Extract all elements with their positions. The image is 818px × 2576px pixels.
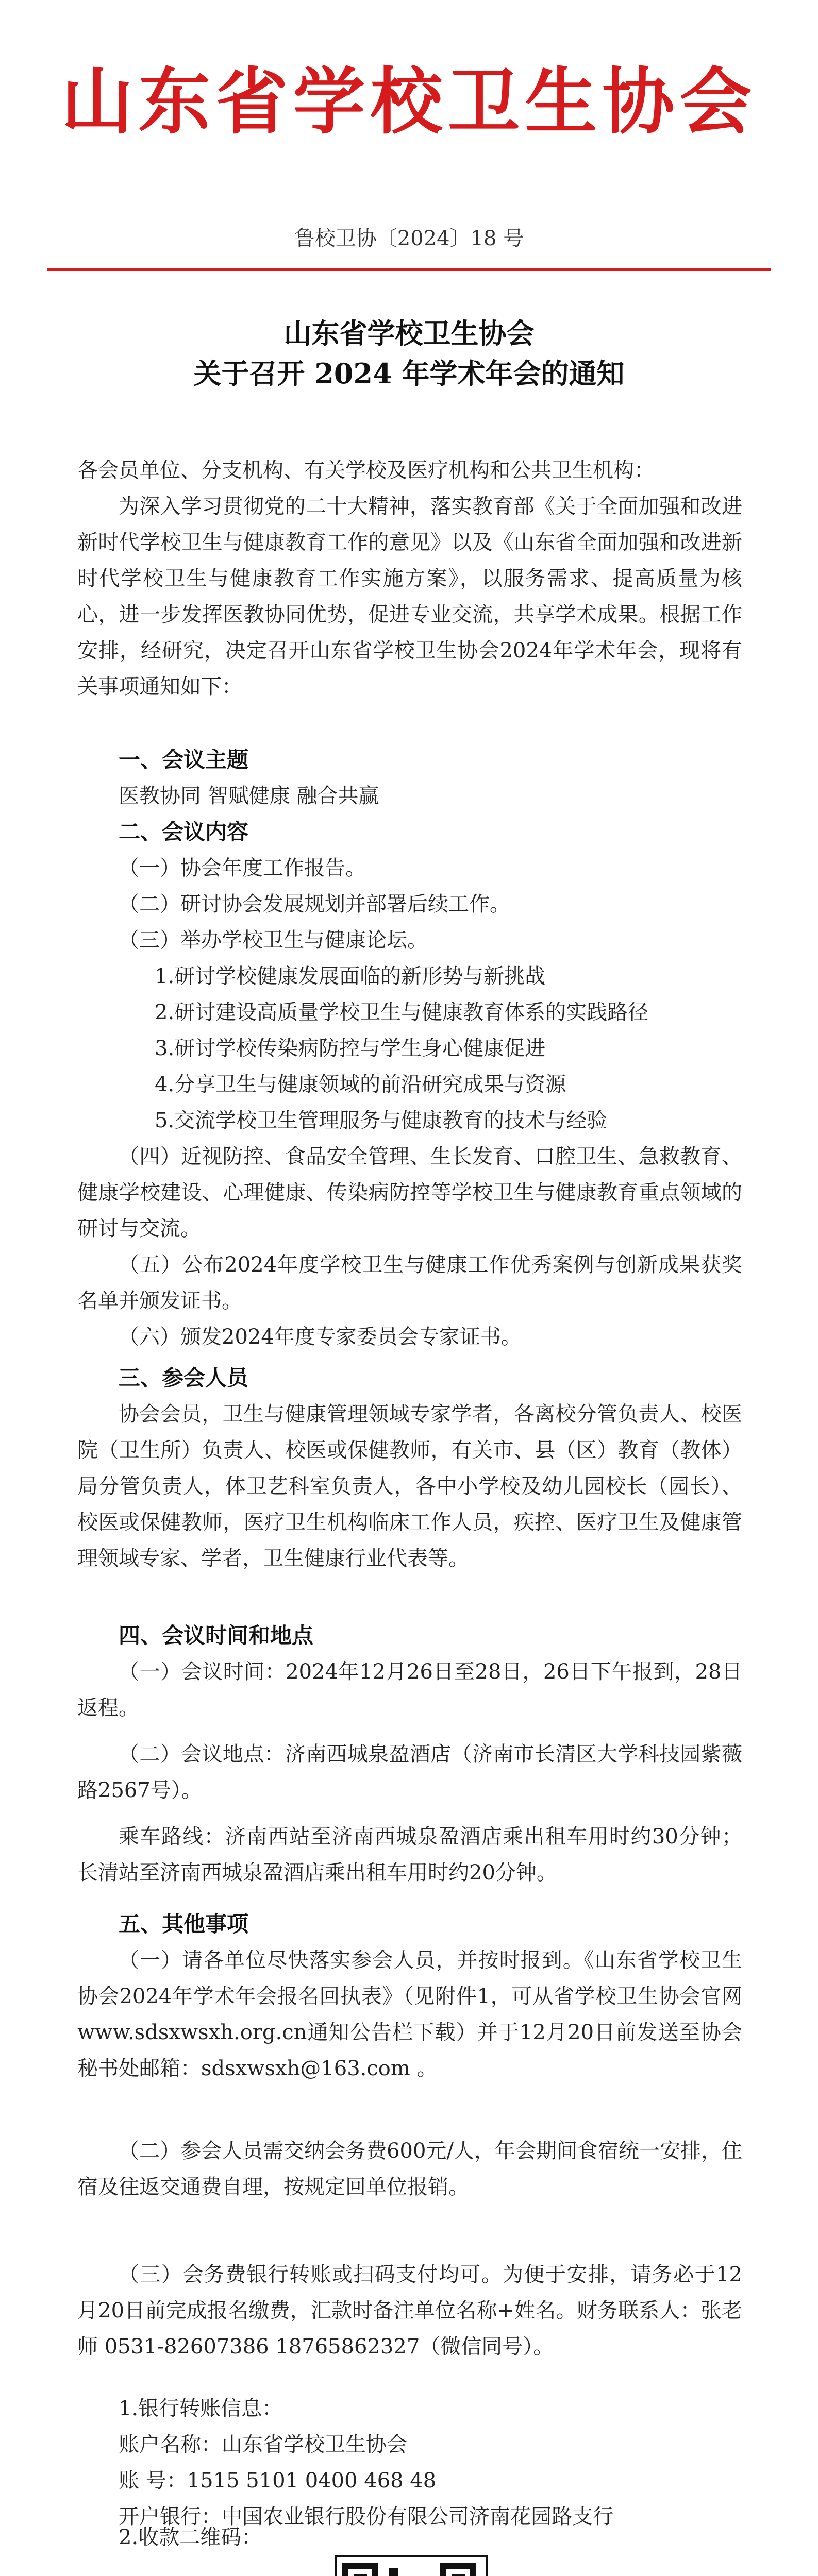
section-other-heading: 五、其他事项: [119, 1911, 249, 1937]
document-number: 鲁校卫协〔2024〕18 号: [294, 227, 524, 250]
bank-name: 开户银行：中国农业银行股份有限公司济南花园路支行: [119, 2505, 613, 2529]
content-item-2: （二）研讨协会发展规划并部署后续工作。: [119, 892, 510, 916]
content-item-6: （六）颁发2024年度专家委员会专家证书。: [119, 1325, 522, 1349]
section-participants-heading: 三、参会人员: [119, 1365, 249, 1391]
red-divider-line: [47, 268, 771, 271]
theme-text: 医教协同 智赋健康 融合共赢: [119, 784, 379, 808]
other-item-3: （三）会务费银行转账或扫码支付均可。为便于安排，请务必于12月20日前完成报名缴费，汇款时备注单位名称+姓名。财务联系人：张老师 0531-82607386 18765862327（微信同号）。: [77, 2263, 742, 2359]
addressees: 各会员单位、分支机构、有关学校及医疗机构和公共卫生机构：: [77, 459, 655, 482]
forum-topic-2: 2.研讨建设高质量学校卫生与健康教育体系的实践路径: [155, 1001, 649, 1024]
forum-topic-1: 1.研讨学校健康发展面临的新形势与新挑战: [155, 964, 546, 988]
forum-topic-5: 5.交流学校卫生管理服务与健康教育的技术与经验: [155, 1109, 608, 1132]
forum-topic-4: 4.分享卫生与健康领域的前沿研究成果与资源: [155, 1073, 566, 1096]
bank-account-name: 账户名称：山东省学校卫生协会: [119, 2433, 407, 2456]
content-item-4: （四）近视防控、食品安全管理、生长发育、口腔卫生、急救教育、健康学校建设、心理健康、传染病防控等学校卫生与健康教育重点领域的研讨与交流。: [77, 1145, 742, 1241]
qr-title: 2.收款二维码：: [119, 2526, 262, 2549]
content-item-1: （一）协会年度工作报告。: [119, 856, 366, 880]
meeting-place: （二）会议地点：济南西城泉盈酒店（济南市长清区大学科技园紫薇路2567号）。: [77, 1742, 742, 1802]
payment-qr-code[interactable]: [335, 2555, 488, 2576]
travel-route: 乘车路线：济南西站至济南西城泉盈酒店乘出租车用时约30分钟；长清站至济南西城泉盈酒店乘出租车用时约20分钟。: [77, 1825, 742, 1885]
content-item-5: （五）公布2024年度学校卫生与健康工作优秀案例与创新成果获奖名单并颁发证书。: [77, 1253, 742, 1313]
section-theme-heading: 一、会议主题: [119, 747, 249, 772]
participants-text: 协会会员，卫生与健康管理领域专家学者，各离校分管负责人、校医院（卫生所）负责人、校医或保健教师，有关市、县（区）教育（教体）局分管负责人，体卫艺科室负责人，各中小学校及幼儿园校长（园长）、校医或保健教师，医疗卫生机构临床工作人员，疾控、医疗卫生及健康管理领域专家、学者，卫生健康行业代表等。: [77, 1402, 742, 1570]
notice-title-line2: 关于召开 2024 年学术年会的通知: [193, 357, 625, 390]
red-header-title: 山东省学校卫生协会: [61, 60, 757, 144]
content-item-3: （三）举办学校卫生与健康论坛。: [119, 928, 428, 952]
notice-title-line1: 山东省学校卫生协会: [283, 317, 535, 350]
intro-paragraph: 为深入学习贯彻党的二十大精神，落实教育部《关于全面加强和改进新时代学校卫生与健康教育工作的意见》以及《山东省全面加强和改进新时代学校卫生与健康教育工作实施方案》，以服务需求、提高质量为核心，进一步发挥医教协同优势，促进专业交流，共享学术成果。根据工作安排，经研究，决定召开山东省学校卫生协会2024年学术年会，现将有关事项通知如下：: [77, 495, 742, 699]
other-item-2: （二）参会人员需交纳会务费600元/人，年会期间食宿统一安排，住宿及往返交通费自理，按规定回单位报销。: [77, 2139, 742, 2199]
meeting-time: （一）会议时间：2024年12月26日至28日，26日下午报到，28日返程。: [77, 1660, 742, 1720]
section-time-place-heading: 四、会议时间和地点: [119, 1623, 314, 1648]
other-item-1: （一）请各单位尽快落实参会人员，并按时报到。《山东省学校卫生协会2024年学术年会报名回执表》（见附件1，可从省学校卫生协会官网www.sdsxwsxh.org.cn通知公告栏下载）并于12月20日前发送至协会秘书处邮箱：sdsxwsxh@163.com 。: [77, 1948, 742, 2080]
bank-info-title: 1.银行转账信息：: [119, 2397, 283, 2420]
forum-topic-3: 3.研讨学校传染病防控与学生身心健康促进: [155, 1037, 546, 1060]
section-content-heading: 二、会议内容: [119, 819, 249, 844]
bank-account-number: 账 号：1515 5101 0400 468 48: [119, 2469, 437, 2493]
